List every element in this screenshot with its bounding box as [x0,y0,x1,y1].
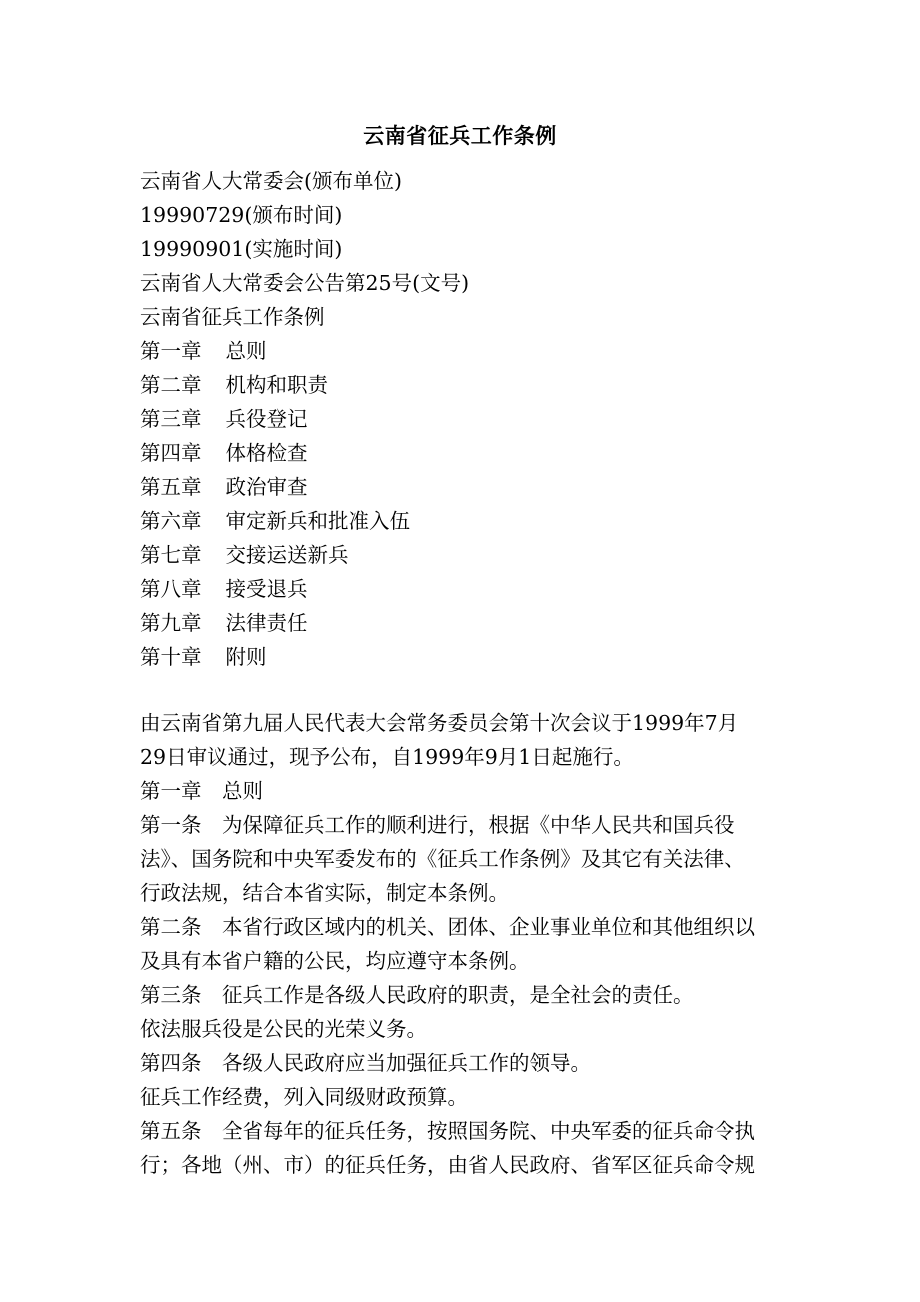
toc-chapter-name: 接受退兵 [225,577,308,601]
meta-line-issue-date: 19990729(颁布时间) [140,203,343,227]
body-line: 法》、国务院和中央军委发布的《征兵工作条例》及其它有关法律、 [140,847,745,871]
toc-chapter-name: 交接运送新兵 [225,543,349,567]
body-line: 第一条 为保障征兵工作的顺利进行，根据《中华人民共和国兵役 [140,813,735,837]
toc-chapter-name: 体格检查 [225,441,308,465]
toc-chapter-name: 法律责任 [225,611,308,635]
meta-line-doc-number: 云南省人大常委会公告第25号(文号) [140,271,470,295]
body-line: 行政法规，结合本省实际，制定本条例。 [140,881,509,905]
toc-chapter: 第七章 [140,543,202,567]
toc-chapter-name: 政治审查 [225,475,308,499]
body-line: 第一章 总则 [140,779,263,803]
body-line: 征兵工作经费，列入同级财政预算。 [140,1085,468,1109]
toc-item [140,572,790,606]
toc-item [140,368,790,402]
document-body [140,706,790,1182]
body-line: 及具有本省户籍的公民，均应遵守本条例。 [140,949,530,973]
meta-line-issuer: 云南省人大常委会(颁布单位) [140,169,402,193]
body-line: 第三条 征兵工作是各级人民政府的职责，是全社会的责任。 [140,983,694,1007]
toc-item [140,640,790,674]
toc-chapter: 第二章 [140,373,202,397]
toc-chapter: 第八章 [140,577,202,601]
toc-item [140,470,790,504]
toc-chapter-name: 机构和职责 [225,373,328,397]
toc-chapter: 第十章 [140,645,202,669]
toc-item [140,606,790,640]
toc-chapter-name: 总则 [225,339,267,363]
body-line: 行；各地（州、市）的征兵任务，由省人民政府、省军区征兵命令规 [140,1153,755,1177]
meta-line-effective-date: 19990901(实施时间) [140,237,343,261]
document-title: 云南省征兵工作条例 [363,123,557,148]
body-line: 由云南省第九届人民代表大会常务委员会第十次会议于1999年7月 [140,711,739,735]
toc-chapter: 第九章 [140,611,202,635]
toc-chapter: 第五章 [140,475,202,499]
toc-chapter: 第六章 [140,509,202,533]
toc-chapter: 第一章 [140,339,202,363]
body-line: 依法服兵役是公民的光荣义务。 [140,1017,427,1041]
toc-item [140,334,790,368]
body-line: 29日审议通过，现予公布，自1999年9月1日起施行。 [140,745,634,769]
toc-item [140,504,790,538]
meta-line-doc-name: 云南省征兵工作条例 [140,305,325,329]
document-meta [140,164,790,674]
toc-chapter-name: 兵役登记 [225,407,308,431]
toc-chapter-name: 审定新兵和批准入伍 [225,509,410,533]
toc-chapter: 第三章 [140,407,202,431]
body-line: 第五条 全省每年的征兵任务，按照国务院、中央军委的征兵命令执 [140,1119,755,1143]
body-line: 第四条 各级人民政府应当加强征兵工作的领导。 [140,1051,591,1075]
toc-item [140,402,790,436]
toc-item [140,436,790,470]
toc-item [140,538,790,572]
toc-chapter-name: 附则 [225,645,267,669]
toc-chapter: 第四章 [140,441,202,465]
body-line: 第二条 本省行政区域内的机关、团体、企业事业单位和其他组织以 [140,915,755,939]
